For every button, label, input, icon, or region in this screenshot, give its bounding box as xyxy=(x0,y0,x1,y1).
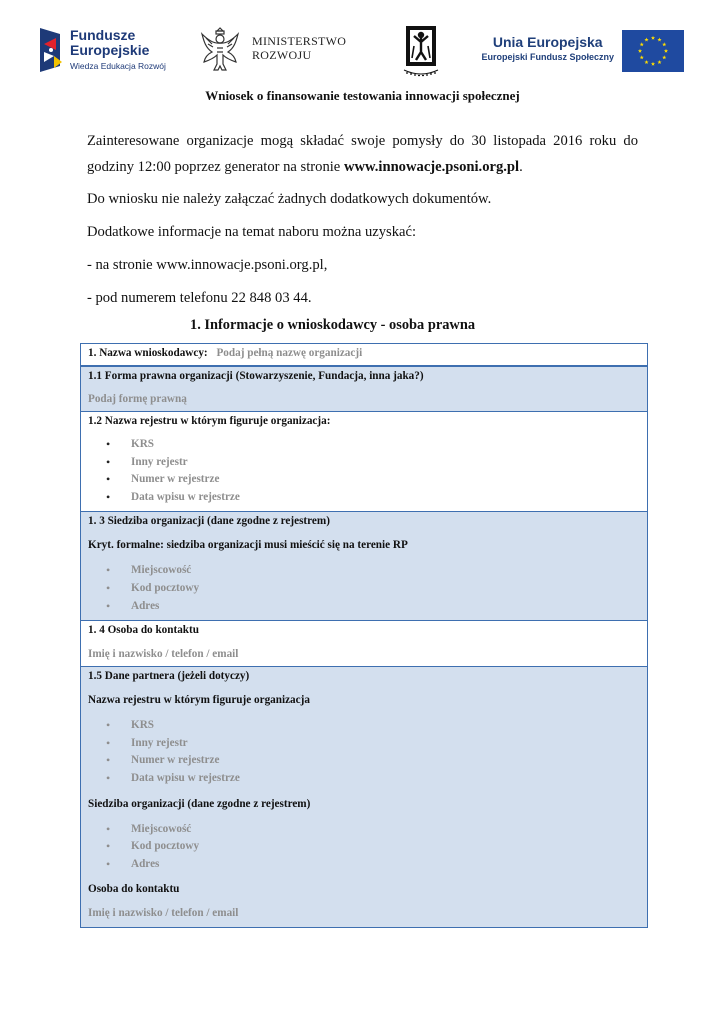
legal-form-field[interactable]: Podaj formę prawną xyxy=(88,393,187,405)
partner-registry-krs-field[interactable]: • KRS xyxy=(88,717,640,735)
registry-other-field[interactable]: • Inny rejestr xyxy=(88,454,640,472)
intro-paragraph xyxy=(87,128,638,180)
fundusze-europejskie-mark-icon xyxy=(40,28,66,72)
fe-logo-line2: Europejskie xyxy=(70,42,150,58)
partner-headquarters-label: Siedziba organizacji (dane zgodne z rejestrem) xyxy=(88,797,311,810)
headquarters-address-field[interactable]: • Adres xyxy=(88,598,640,616)
unia-europejska-logo xyxy=(476,28,684,74)
partner-postal-code-field[interactable]: • Kod pocztowy xyxy=(88,838,640,856)
section-title: 1. Informacje o wnioskodawcy - osoba prawna xyxy=(190,317,476,333)
applicant-name-label: 1. Nazwa wnioskodawcy: xyxy=(88,347,208,359)
legal-form-row xyxy=(81,365,647,411)
intro-text-end: . xyxy=(519,159,523,175)
headquarters-criteria-note: Kryt. formalne: siedziba organizacji musi mieścić się na terenie RP xyxy=(88,539,408,552)
fe-logo-line1: Fundusze xyxy=(70,27,136,43)
document-title: Wniosek o finansowanie testowania innowacji społecznej xyxy=(205,88,520,103)
partner-contact-label: Osoba do kontaktu xyxy=(88,883,180,896)
registry-date-field[interactable]: • Data wpisu w rejestrze xyxy=(88,489,640,507)
partner-registry-label: Nazwa rejestru w którym figuruje organizacja xyxy=(88,694,310,707)
applicant-name-row xyxy=(81,343,647,365)
headquarters-postal-code-field[interactable]: • Kod pocztowy xyxy=(88,580,640,598)
eu-flag-icon xyxy=(622,30,684,72)
registry-row xyxy=(81,411,647,511)
partner-data-row xyxy=(81,666,647,927)
headquarters-city-field[interactable]: • Miejscowość xyxy=(88,562,640,580)
info-heading: Dodatkowe informacje na temat naboru można uzyskać: xyxy=(87,224,417,240)
fundusze-europejskie-logo xyxy=(40,26,190,74)
no-attachments-note: Do wniosku nie należy załączać żadnych dodatkowych dokumentów. xyxy=(87,191,492,207)
generator-link-text: www.innowacje.psoni.org.pl xyxy=(343,159,520,175)
contact-person-label: 1. 4 Osoba do kontaktu xyxy=(88,624,199,637)
headquarters-row xyxy=(81,511,647,620)
applicant-name-field[interactable]: Podaj pełną nazwę organizacji xyxy=(216,347,363,359)
registry-label: 1.2 Nazwa rejestru w którym figuruje organizacja: xyxy=(88,415,331,427)
headquarters-label: 1. 3 Siedziba organizacji (dane zgodne z rejestrem) xyxy=(88,515,330,528)
info-website: - na stronie www.innowacje.psoni.org.pl, xyxy=(87,257,328,273)
partner-registry-number-field[interactable]: • Numer w rejestrze xyxy=(88,752,640,770)
legal-form-label: 1.1 Forma prawna organizacji (Stowarzyszenie, Fundacja, inna jaka?) xyxy=(88,370,424,382)
partner-headquarters-field-list xyxy=(88,821,640,874)
partner-registry-date-field[interactable]: • Data wpisu w rejestrze xyxy=(88,770,640,788)
psoni-logo xyxy=(400,22,442,80)
applicant-form-table xyxy=(80,343,648,928)
ministerstwo-rozwoju-logo xyxy=(198,22,358,78)
partner-contact-field[interactable]: Imię i nazwisko / telefon / email xyxy=(88,907,239,920)
partner-address-field[interactable]: • Adres xyxy=(88,856,640,874)
partner-registry-other-field[interactable]: • Inny rejestr xyxy=(88,735,640,753)
partner-data-label: 1.5 Dane partnera (jeżeli dotyczy) xyxy=(88,670,250,683)
registry-number-field[interactable]: • Numer w rejestrze xyxy=(88,471,640,489)
intro-text: Zainteresowane organizacje mogą składać swoje pomysły do 30 listopada 2016 roku do godziny 12:00 poprzez generator na stronie xyxy=(87,133,638,175)
ue-logo-line2: Europejski Fundusz Społeczny xyxy=(481,52,614,62)
logo-header xyxy=(40,22,685,78)
ministry-logo-line2: ROZWOJU xyxy=(252,48,312,62)
ministry-logo-line1: MINISTERSTWO xyxy=(252,34,347,48)
partner-city-field[interactable]: • Miejscowość xyxy=(88,821,640,839)
ue-logo-line1: Unia Europejska xyxy=(492,34,603,50)
contact-person-field[interactable]: Imię i nazwisko / telefon / email xyxy=(88,648,239,661)
registry-krs-field[interactable]: • KRS xyxy=(88,436,640,454)
registry-field-list xyxy=(88,436,640,506)
fe-logo-line3: Wiedza Edukacja Rozwój xyxy=(70,61,166,71)
info-phone: - pod numerem telefonu 22 848 03 44. xyxy=(87,290,312,306)
partner-registry-field-list xyxy=(88,717,640,787)
headquarters-field-list xyxy=(88,562,640,615)
psoni-emblem-icon xyxy=(400,22,442,80)
polish-eagle-emblem-icon xyxy=(198,24,242,74)
contact-person-row xyxy=(81,620,647,666)
